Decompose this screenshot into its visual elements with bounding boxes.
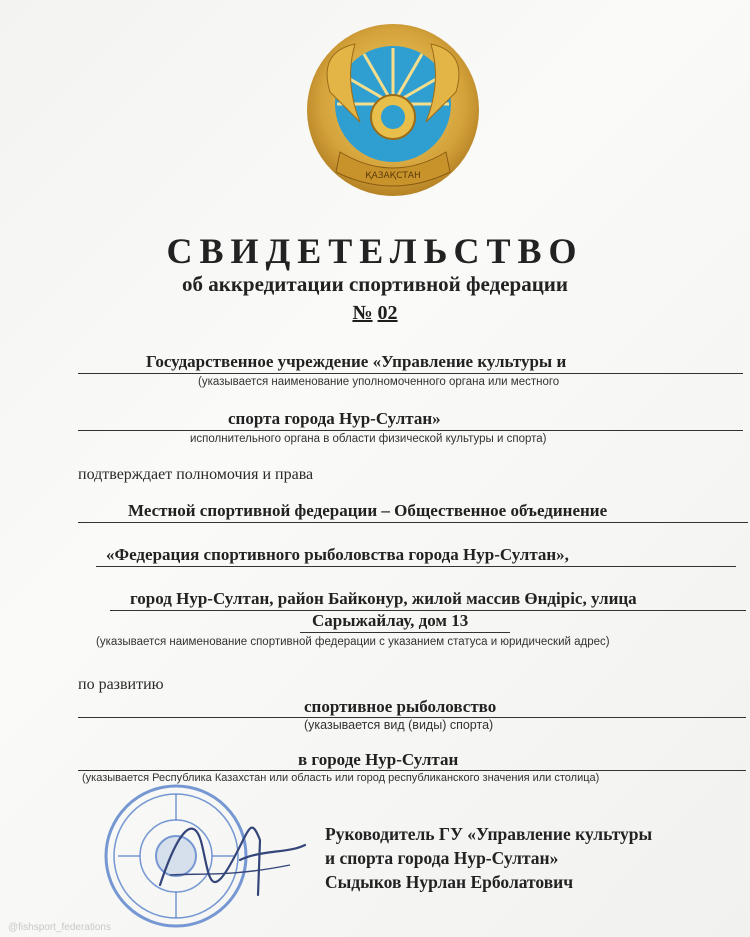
federation-line-2: «Федерация спортивного рыболовства города Нур-Султан», [106,545,569,564]
federation-rule-2 [96,566,736,567]
signatory-block [325,822,652,894]
region-value: в городе Нур-Султан [298,750,459,769]
confirms-text: подтверждает полномочия и права [78,466,314,483]
federation-rule-4 [300,632,510,633]
handwritten-signature [140,805,310,915]
watermark: @fishsport_federations [8,922,111,933]
svg-text:ҚАЗАҚСТАН: ҚАЗАҚСТАН [365,171,421,181]
issuer-hint-1: (указывается наименование уполномоченного органа или местного [198,376,560,388]
document-subtitle: об аккредитации спортивной федерации [181,272,569,296]
certificate-number [0,302,750,325]
issuer-line-2: спорта города Нур-Султан» [228,409,441,428]
federation-line-4: Сарыжайлау, дом 13 [312,611,469,630]
signatory-line-1: Руководитель ГУ «Управление культуры [325,824,653,844]
federation-line-1: Местной спортивной федерации – Общественное объединение [128,501,608,520]
region-rule [78,770,746,771]
document-title: СВИДЕТЕЛЬСТВО [166,231,584,271]
issuer-hint-2: исполнительного органа в области физической культуры и спорта) [190,433,547,445]
number-value: 02 [377,302,398,324]
issuer-line-1: Государственное учреждение «Управление культуры и [146,352,567,371]
number-prefix: № [352,302,373,324]
signatory-name: Сыдыков Нурлан Ерболатович [325,872,574,892]
development-label: по развитию [78,676,164,693]
region-hint: (указывается Республика Казахстан или область или город республиканского значения или столица) [82,772,600,784]
sport-hint: (указывается вид (виды) спорта) [304,718,494,732]
sport-value: спортивное рыболовство [304,697,497,716]
federation-rule-1 [78,522,748,523]
state-emblem [300,22,486,202]
issuer-rule-2 [78,430,743,431]
issuer-rule-1 [78,373,743,374]
federation-line-3: город Нур-Султан, район Байконур, жилой массив Өндіріс, улица [130,589,637,608]
federation-hint: (указывается наименование спортивной федерации с указанием статуса и юридический адрес) [96,636,610,648]
signatory-line-2: и спорта города Нур-Султан» [325,848,559,868]
